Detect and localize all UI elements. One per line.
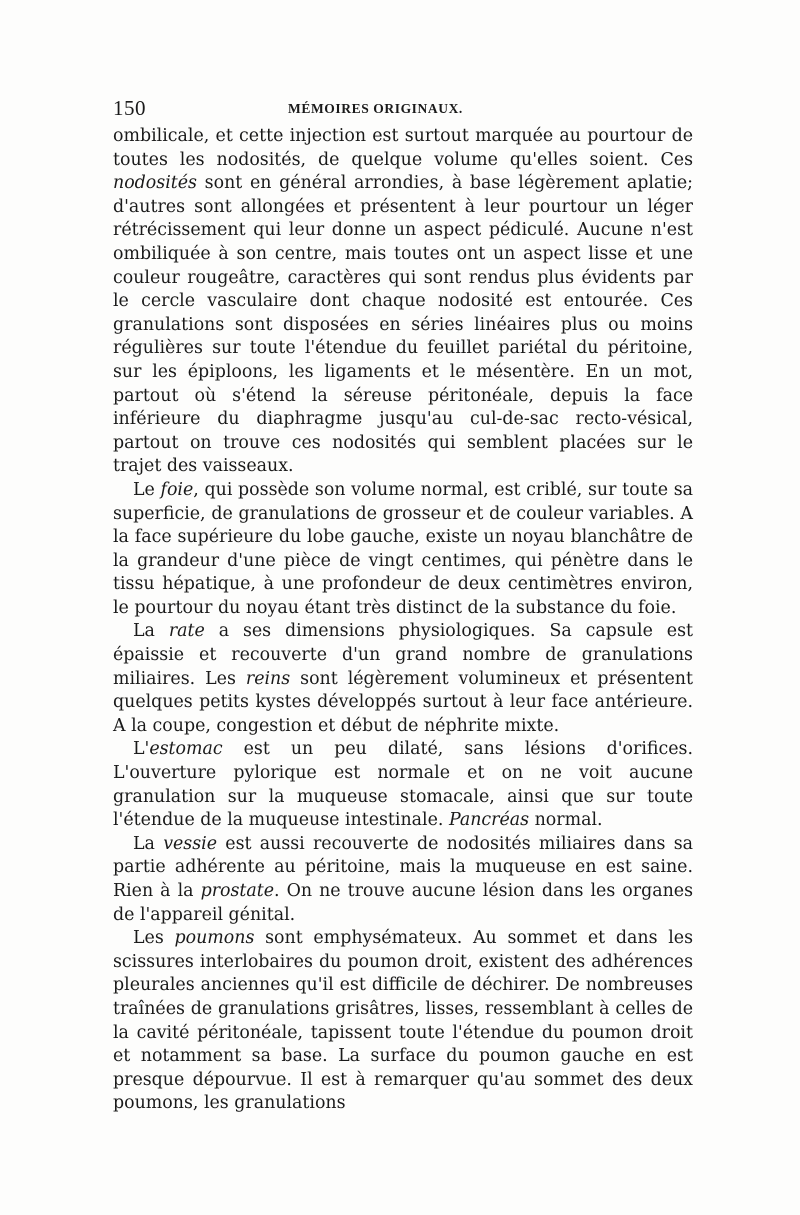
text-run: L' xyxy=(133,739,150,760)
page-header xyxy=(113,96,693,126)
italic-term: nodosités xyxy=(113,173,197,194)
paragraph-nodosites xyxy=(113,125,693,479)
italic-term: prostate xyxy=(200,881,275,901)
text-run: sont en général arrondies, à base légèrement aplatie; d'autres sont allongées et présentent à leur pourtour un léger rétrécissement qui leur donne un aspect pédiculé. Aucune n'est ombiliquée à son centre, mais toutes ont un aspect lisse et une couleur rougeâtre, caractères qui sont rendus plus évidents par le cercle vasculaire dont chaque nodosité est entourée. Ces granulations sont disposées en séries linéaires plus ou moins régulières sur toute l'étendue du feuillet pariétal du péritoine, sur les épiploons, les ligaments et le mésentère. En un mot, partout où s'étend la séreuse péritonéale, depuis la face inférieure du diaphragme jusqu'au cul-de-sac recto-vésical, partout on trouve ces nodosités qui semblent placées sur le trajet des vaisseaux. xyxy=(113,173,693,477)
italic-term: estomac xyxy=(149,739,223,760)
italic-term: Pancréas xyxy=(448,810,530,831)
text-run: Les xyxy=(133,928,175,949)
paragraph-rate xyxy=(113,620,693,738)
text-run: , qui possède son volume normal, est criblé, sur toute sa superficie, de granulations de grosseur et de couleur variables. A la face supérieure du lobe gauche, existe un noyau blanchâtre de la grandeur d'une pièce de vingt centimes, qui pénètre dans le tissu hépatique, à une profondeur de deux centimètres environ, le pourtour du noyau étant très distinct de la substance du foie. xyxy=(113,479,693,618)
text-run: normal. xyxy=(529,810,603,831)
italic-term: rate xyxy=(168,621,205,642)
paragraph-vessie xyxy=(113,833,693,927)
italic-term: foie xyxy=(160,479,194,500)
paragraph-foie xyxy=(113,479,693,621)
text-run: sont emphysémateux. Au sommet et dans les scissures interlobaires du poumon droit, existent des adhérences pleurales anciennes qu'il est difficile de déchirer. De nombreuses traînées de granulations grisâtres, lisses, ressemblant à celles de la cavité péritonéale, tapissent toute l'étendue du poumon droit et notamment sa base. La surface du poumon gauche en est presque dépourvue. Il est à remarquer qu'au sommet des deux poumons, les granulations xyxy=(113,928,693,1114)
text-run: La xyxy=(133,621,169,642)
text-run: La xyxy=(133,833,164,854)
text-run: ombilicale, et cette injection est surtout marquée au pourtour de toutes les nodosités, de quelque volume qu'elles soient. Ces xyxy=(113,126,693,170)
page-number: 150 xyxy=(113,96,146,120)
text-run: est aussi recouverte de nodosités miliaires dans sa partie adhérente au péritoine, mais la muqueuse en est saine. Rien à la xyxy=(113,833,693,901)
paragraph-estomac xyxy=(113,738,693,832)
text-run: sont légèrement volumineux et présentent quelques petits kystes développés surtout à leur face antérieure. A la coupe, congestion et début de néphrite mixte. xyxy=(113,668,693,736)
text-run: Le xyxy=(133,479,161,500)
text-run: a ses dimensions physiologiques. Sa capsule est épaissie et recouverte d'un grand nombre de granulations miliaires. Les xyxy=(113,621,693,689)
text-run: . On ne trouve aucune lésion dans les organes de l'appareil génital. xyxy=(113,881,694,925)
body-text xyxy=(113,125,693,1116)
italic-term: reins xyxy=(245,668,291,689)
italic-term: vessie xyxy=(163,833,218,854)
paragraph-poumons xyxy=(113,927,693,1116)
italic-term: poumons xyxy=(174,928,255,949)
text-run: est un peu dilaté, sans lésions d'orifices. L'ouverture pylorique est normale et on ne voit aucune granulation sur la muqueuse stomacale, ainsi que sur toute l'étendue de la muqueuse intestinale. xyxy=(113,739,693,831)
running-title: MÉMOIRES ORIGINAUX. xyxy=(288,101,463,116)
